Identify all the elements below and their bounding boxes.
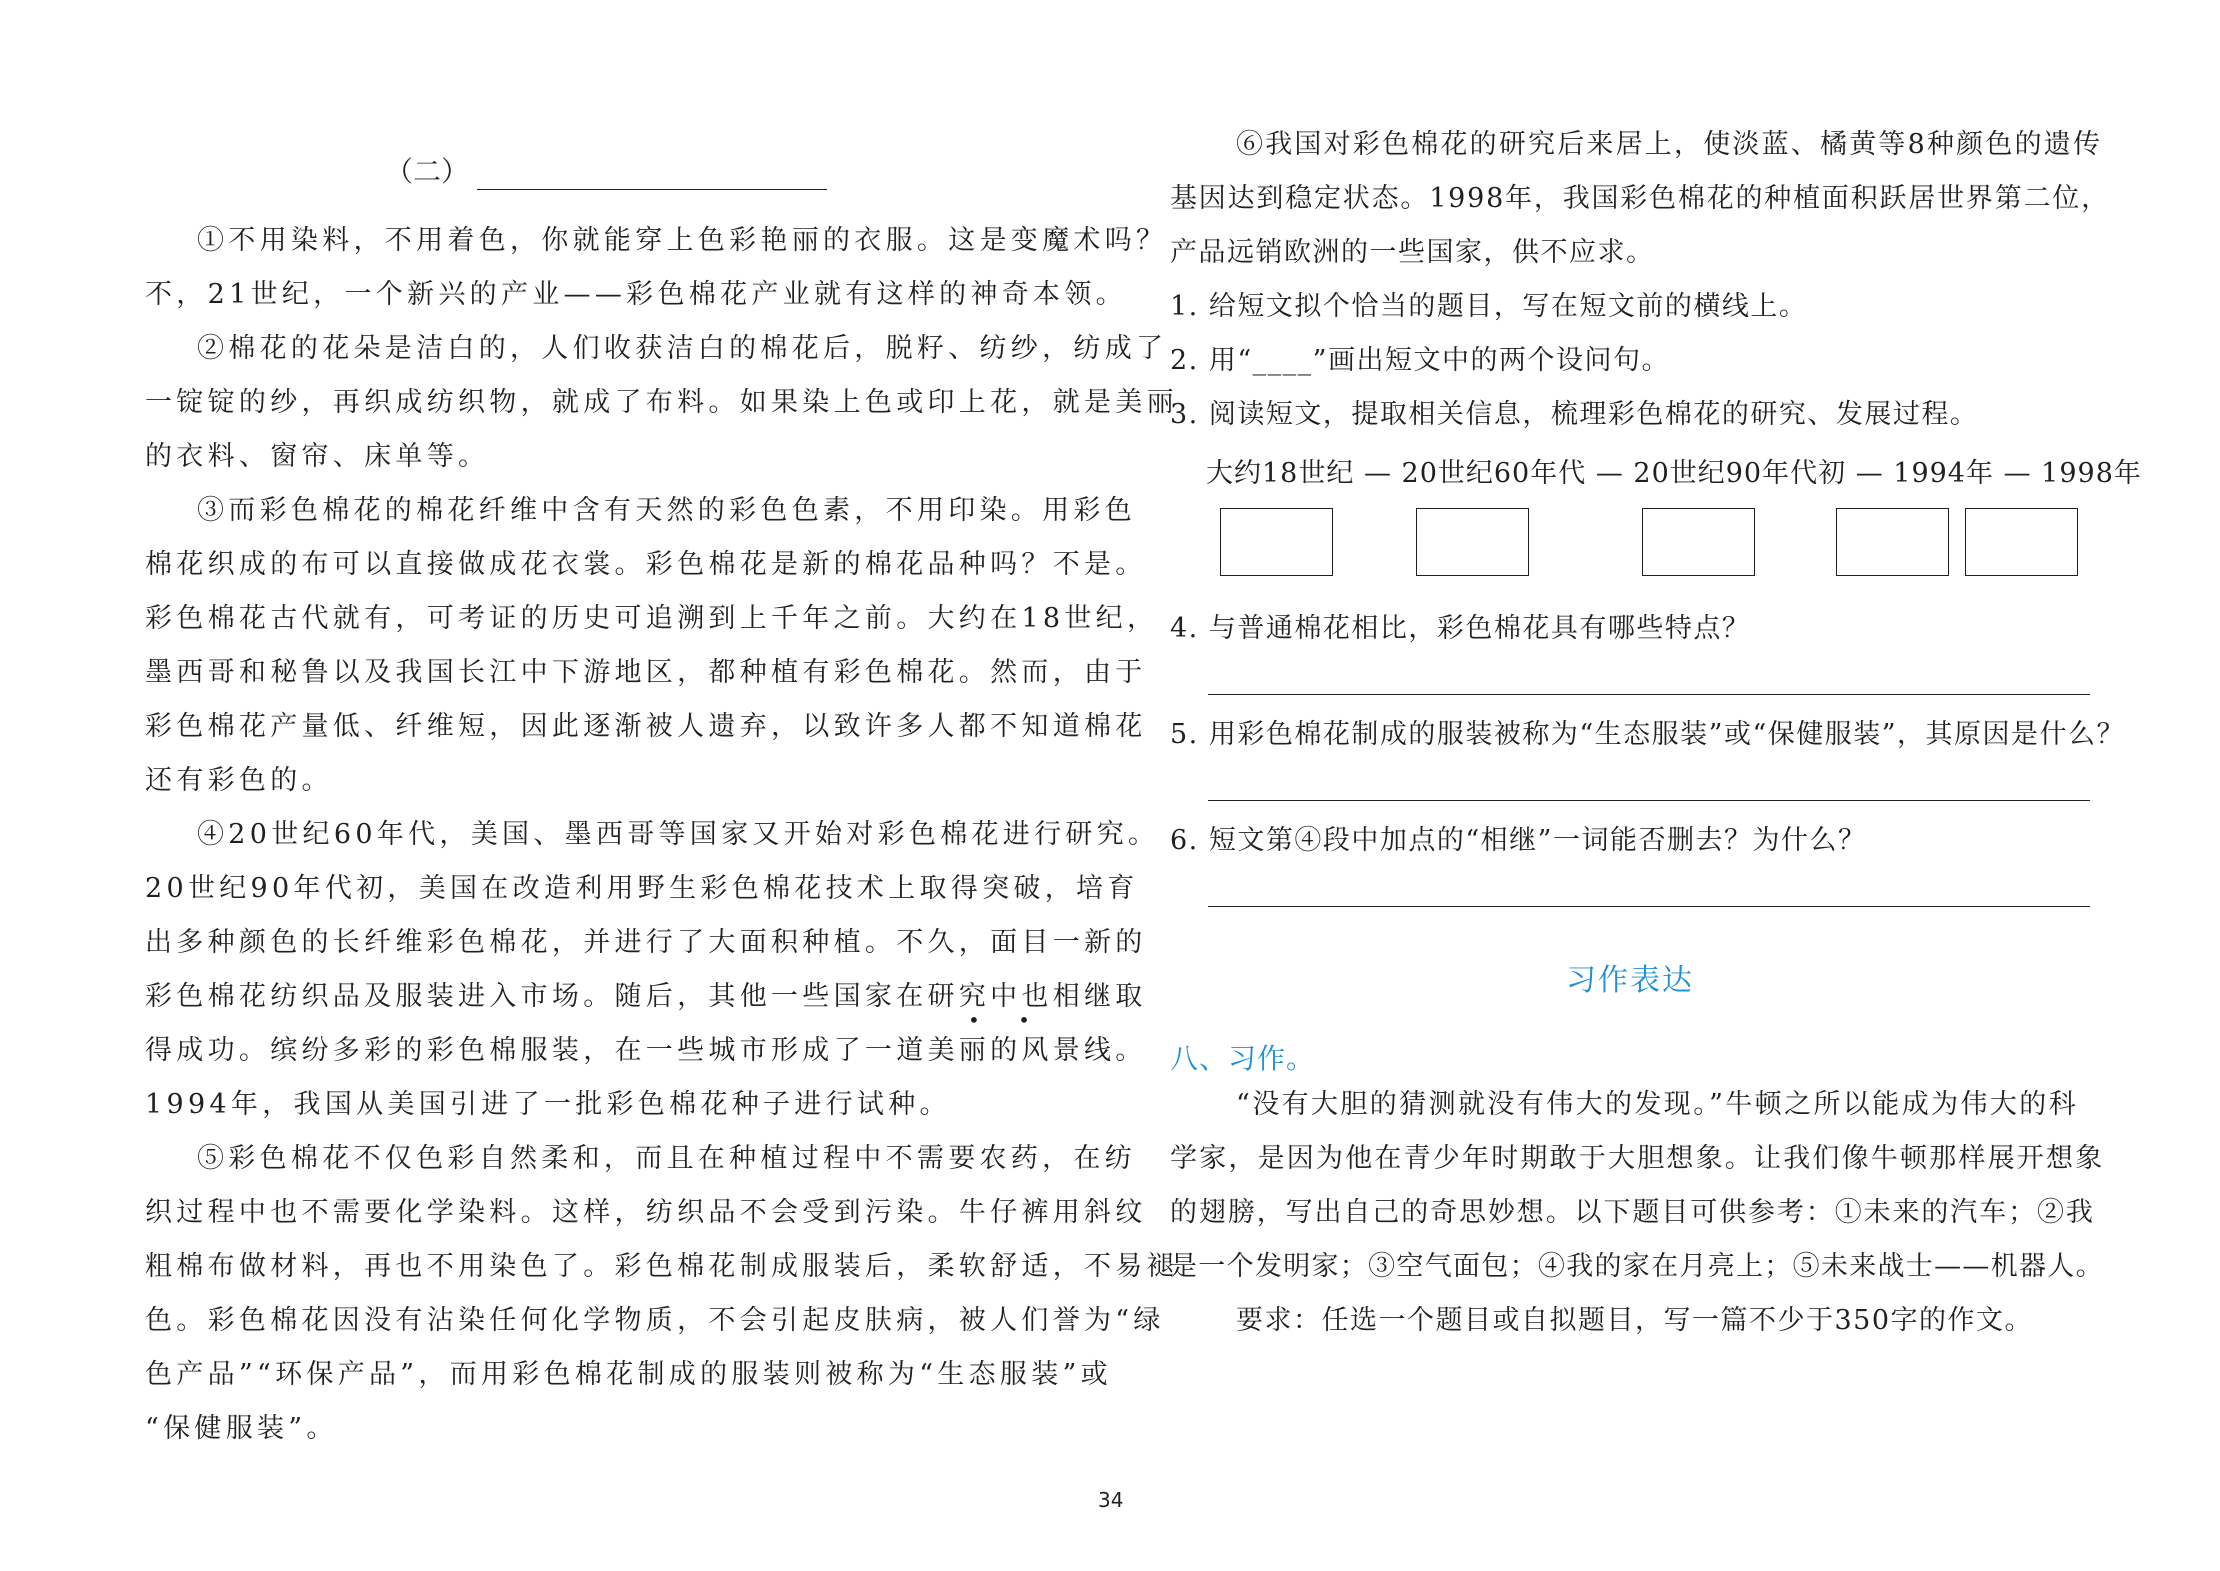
passage-line: 得成功。缤纷多彩的彩色棉服装，在一些城市形成了一道美丽的风景线。 [145, 1035, 1147, 1066]
passage-line: 墨西哥和秘鲁以及我国长江中下游地区，都种植有彩色棉花。然而，由于 [145, 657, 1147, 688]
question-5: 5. 用彩色棉花制成的服装被称为“生态服装”或“保健服装”，其原因是什么？ [1170, 719, 2126, 750]
passage-line: 出多种颜色的长纤维彩色棉花，并进行了大面积种植。不久，面目一新的 [145, 927, 1147, 958]
passage-line: 产品远销欧洲的一些国家，供不应求。 [1170, 237, 1655, 268]
timeline: 大约18世纪 — 20世纪60年代 — 20世纪90年代初 — 1994年 — 1998年 [1206, 458, 2142, 489]
timeline-answer-box[interactable] [1220, 508, 1333, 576]
passage-line: 不，21世纪，一个新兴的产业——彩色棉花产业就有这样的神奇本领。 [145, 279, 1127, 310]
passage-line: 一锭锭的纱，再织成纺织物，就成了布料。如果染上色或印上花，就是美丽 [145, 387, 1178, 418]
writing-line: “没有大胆的猜测就没有伟大的发现。”牛顿之所以能成为伟大的科 [1236, 1089, 2079, 1120]
page-number: 34 [1098, 1488, 1124, 1512]
passage-line: 织过程中也不需要化学染料。这样，纺织品不会受到污染。牛仔裤用斜纹 [145, 1197, 1147, 1228]
passage-line: 1994年，我国从美国引进了一批彩色棉花种子进行试种。 [145, 1089, 951, 1120]
passage-line: 彩色棉花古代就有，可考证的历史可追溯到上千年之前。大约在18世纪， [145, 603, 1159, 634]
answer-line[interactable] [1208, 906, 2090, 907]
passage-line: 色产品”“环保产品”，而用彩色棉花制成的服装则被称为“生态服装”或 [145, 1359, 1112, 1390]
passage-line: 20世纪90年代初，美国在改造利用野生彩色棉花技术上取得突破，培育 [145, 873, 1139, 904]
question-2: 2. 用“____”画出短文中的两个设问句。 [1170, 345, 1670, 376]
question-3: 3. 阅读短文，提取相关信息，梳理彩色棉花的研究、发展过程。 [1170, 399, 1979, 430]
passage-line: 基因达到稳定状态。1998年，我国彩色棉花的种植面积跃居世界第二位， [1170, 183, 2110, 214]
passage-line: 还有彩色的。 [145, 765, 333, 796]
passage-title-prefix: （二） [385, 155, 470, 188]
emphasis-dots: • • [968, 1008, 1046, 1032]
writing-line: 是一个发明家；③空气面包；④我的家在月亮上；⑤未来战士——机器人。 [1170, 1251, 2104, 1282]
timeline-answer-box[interactable] [1416, 508, 1529, 576]
passage-title-row [385, 150, 827, 190]
answer-line[interactable] [1208, 694, 2090, 695]
timeline-answer-box[interactable] [1965, 508, 2078, 576]
passage-line: 色。彩色棉花因没有沾染任何化学物质，不会引起皮肤病，被人们誉为“绿 [145, 1305, 1165, 1336]
passage-line: ①不用染料，不用着色，你就能穿上色彩艳丽的衣服。这是变魔术吗？ [197, 225, 1168, 256]
section-title: 习作表达 [1566, 963, 1694, 998]
passage-line: 的衣料、窗帘、床单等。 [145, 441, 490, 472]
passage-line: ②棉花的花朵是洁白的，人们收获洁白的棉花后，脱籽、纺纱，纺成了 [197, 333, 1168, 364]
writing-line: 学家，是因为他在青少年时期敢于大胆想象。让我们像牛顿那样展开想象 [1170, 1143, 2105, 1174]
answer-line[interactable] [1208, 800, 2090, 801]
timeline-answer-box[interactable] [1642, 508, 1755, 576]
passage-line: ⑥我国对彩色棉花的研究后来居上，使淡蓝、橘黄等8种颜色的遗传 [1236, 129, 2103, 160]
writing-line: 的翅膀，写出自己的奇思妙想。以下题目可供参考：①未来的汽车；②我 [1170, 1197, 2095, 1228]
passage-line: “保健服装”。 [145, 1413, 338, 1444]
question-6: 6. 短文第④段中加点的“相继”一词能否删去？为什么？ [1170, 825, 1867, 856]
title-blank-line[interactable] [477, 161, 827, 190]
timeline-answer-box[interactable] [1836, 508, 1949, 576]
passage-line: ④20世纪60年代，美国、墨西哥等国家又开始对彩色棉花进行研究。 [197, 819, 1160, 850]
passage-line: ⑤彩色棉花不仅色彩自然柔和，而且在种植过程中不需要农药，在纺 [197, 1143, 1136, 1174]
writing-sub-title: 八、习作。 [1170, 1042, 1316, 1075]
passage-line: ③而彩色棉花的棉花纤维中含有天然的彩色色素，不用印染。用彩色 [197, 495, 1136, 526]
passage-line: 彩色棉花产量低、纤维短，因此逐渐被人遗弃，以致许多人都不知道棉花 [145, 711, 1147, 742]
question-1: 1. 给短文拟个恰当的题目，写在短文前的横线上。 [1170, 291, 1808, 322]
question-4: 4. 与普通棉花相比，彩色棉花具有哪些特点？ [1170, 613, 1751, 644]
passage-line: 棉花织成的布可以直接做成花衣裳。彩色棉花是新的棉花品种吗？不是。 [145, 549, 1147, 580]
writing-line: 要求：任选一个题目或自拟题目，写一篇不少于350字的作文。 [1236, 1305, 2034, 1336]
passage-line: 粗棉布做材料，再也不用染色了。彩色棉花制成服装后，柔软舒适，不易褪 [145, 1251, 1178, 1282]
passage-line: 彩色棉花纺织品及服装进入市场。随后，其他一些国家在研究中也相继取 [145, 981, 1147, 1012]
